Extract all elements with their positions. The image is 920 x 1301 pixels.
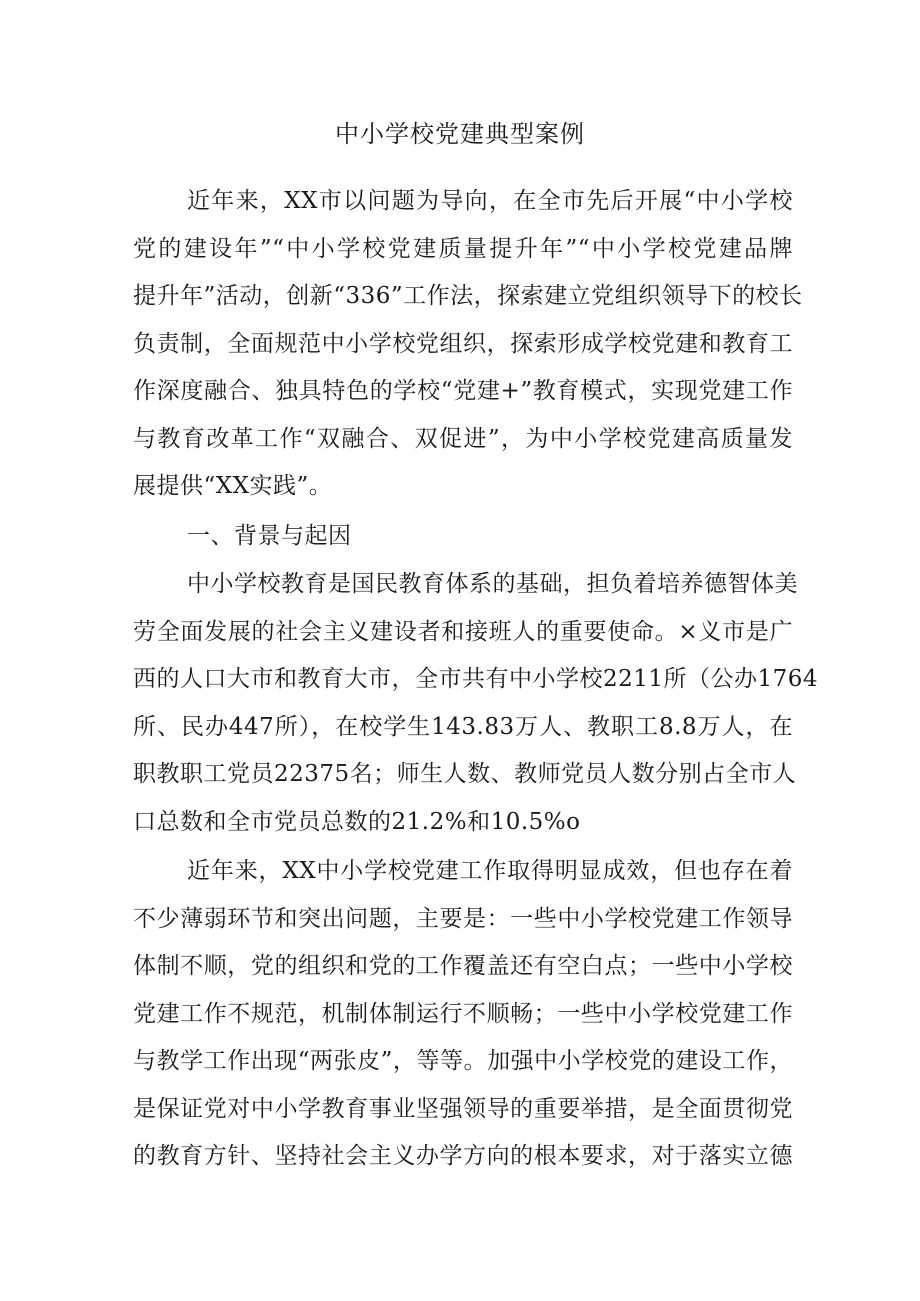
text-line: 近年来，XX市以问题为导向，在全市先后开展“中小学校 [187, 188, 793, 214]
text-line: 党的建设年”“中小学校党建质量提升年”“中小学校党建品牌 [133, 235, 793, 262]
paragraph-intro [133, 178, 803, 511]
text-line: 是保证党对中小学教育事业坚强领导的重要举措，是全面贯彻党 [133, 1095, 793, 1122]
text-line: 提升年”活动，创新“336”工作法，探索建立党组织领导下的校长 [133, 283, 803, 309]
text-line: 职教职工党员22375名；师生人数、教师党员人数分别占全市人 [133, 761, 797, 787]
text-line: 口总数和全市党员总数的21.2%和10.5%o [133, 808, 581, 835]
text-line: 劳全面发展的社会主义建设者和接班人的重要使命。×义市是广 [133, 618, 793, 645]
text-line: 负责制，全面规范中小学校党组织，探索形成学校党建和教育工 [133, 330, 793, 357]
text-line: 西的人口大市和教育大市，全市共有中小学校2211所（公办1764 [133, 666, 819, 692]
text-line: 党建工作不规范，机制体制运行不顺畅；一些中小学校党建工作 [133, 1000, 793, 1027]
text-line: 作深度融合、独具特色的学校“党建+”教育模式，实现党建工作 [133, 378, 793, 404]
text-line: 所、民办447所），在校学生143.83万人、教职工8.8万人，在 [133, 713, 793, 740]
document-title: 中小学校党建典型案例 [335, 120, 585, 148]
text-line: 展提供“XX实践”。 [133, 473, 333, 499]
section-heading-text: 一、背景与起因 [187, 523, 352, 549]
section-heading [133, 513, 793, 561]
text-line: 近年来，XX中小学校党建工作取得明显成效，但也存在着 [187, 858, 793, 884]
paragraph-background [133, 561, 819, 846]
text-line: 的教育方针、坚持社会主义办学方向的根本要求，对于落实立德 [133, 1143, 793, 1169]
text-line: 体制不顺，党的组织和党的工作覆盖还有空白点；一些中小学校 [133, 953, 793, 979]
text-line: 与教学工作出现“两张皮”，等等。加强中小学校党的建设工作， [133, 1048, 793, 1074]
text-line: 不少薄弱环节和突出问题，主要是：一些中小学校党建工作领导 [133, 905, 793, 932]
text-line: 中小学校教育是国民教育体系的基础，担负着培养德智体美 [187, 571, 798, 597]
text-line: 与教育改革工作“双融合、双促进”，为中小学校党建高质量发 [133, 425, 793, 452]
paragraph-problems [133, 848, 793, 1181]
